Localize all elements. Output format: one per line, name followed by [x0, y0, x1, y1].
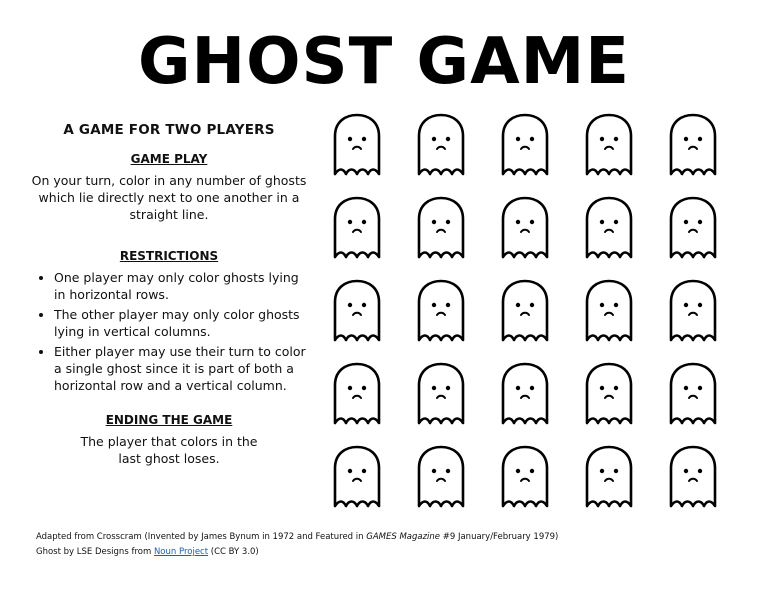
- restrictions-heading: RESTRICTIONS: [119, 249, 219, 263]
- credits-footer: [36, 530, 558, 560]
- noun-project-link[interactable]: Noun Project: [153, 547, 209, 557]
- ghost-icon[interactable]: [416, 112, 466, 178]
- ghost-icon[interactable]: [584, 195, 634, 261]
- credit-text: (CC BY 3.0): [208, 547, 259, 557]
- ghost-icon[interactable]: [500, 195, 550, 261]
- ghost-icon[interactable]: [668, 278, 718, 344]
- instructions-panel: [30, 118, 308, 467]
- ghost-icon[interactable]: [416, 361, 466, 427]
- ghost-icon[interactable]: [416, 278, 466, 344]
- ghost-icon[interactable]: [668, 112, 718, 178]
- ghost-icon[interactable]: [500, 278, 550, 344]
- ghost-icon[interactable]: [332, 112, 382, 178]
- credit-line-icon: [36, 545, 558, 560]
- credit-text: Ghost by LSE Designs from: [36, 547, 154, 557]
- ghost-icon[interactable]: [584, 361, 634, 427]
- ghost-icon[interactable]: [416, 195, 466, 261]
- game-play-text: On your turn, color in any number of ghosts which lie directly next to one another in a straight line.: [31, 173, 307, 222]
- ghost-icon[interactable]: [332, 195, 382, 261]
- credit-text: Adapted from Crosscram (Invented by James Bynum in 1972 and Featured in: [36, 532, 367, 542]
- ghost-icon[interactable]: [416, 444, 466, 510]
- restriction-item: • Either player may use their turn to color a single ghost since it is part of both a horizontal row and a vertical column.: [54, 343, 308, 394]
- restrictions-list: [30, 269, 308, 394]
- ghost-icon[interactable]: [584, 112, 634, 178]
- ghost-icon[interactable]: [584, 444, 634, 510]
- restriction-item: • The other player may only color ghosts lying in vertical columns.: [54, 306, 308, 340]
- ghost-icon[interactable]: [332, 278, 382, 344]
- ending-heading: ENDING THE GAME: [105, 413, 233, 427]
- ghost-icon[interactable]: [500, 361, 550, 427]
- ghost-icon[interactable]: [668, 195, 718, 261]
- game-play-heading: GAME PLAY: [130, 152, 208, 166]
- ghost-icon[interactable]: [332, 361, 382, 427]
- magazine-name: GAMES Magazine: [366, 532, 441, 542]
- page-title: GHOST GAME: [138, 25, 630, 99]
- ghost-board: [318, 106, 738, 526]
- ghost-icon[interactable]: [668, 444, 718, 510]
- credit-text: #9 January/February 1979): [440, 532, 559, 542]
- subtitle: A GAME FOR TWO PLAYERS: [63, 122, 275, 138]
- credit-line-adapted: [36, 530, 558, 545]
- ghost-icon[interactable]: [584, 278, 634, 344]
- ghost-icon[interactable]: [500, 112, 550, 178]
- ghost-icon[interactable]: [500, 444, 550, 510]
- ghost-icon[interactable]: [668, 361, 718, 427]
- restriction-item: • One player may only color ghosts lying in horizontal rows.: [54, 269, 308, 303]
- ghost-icon[interactable]: [332, 444, 382, 510]
- ending-text: The player that colors in the last ghost loses.: [80, 434, 258, 466]
